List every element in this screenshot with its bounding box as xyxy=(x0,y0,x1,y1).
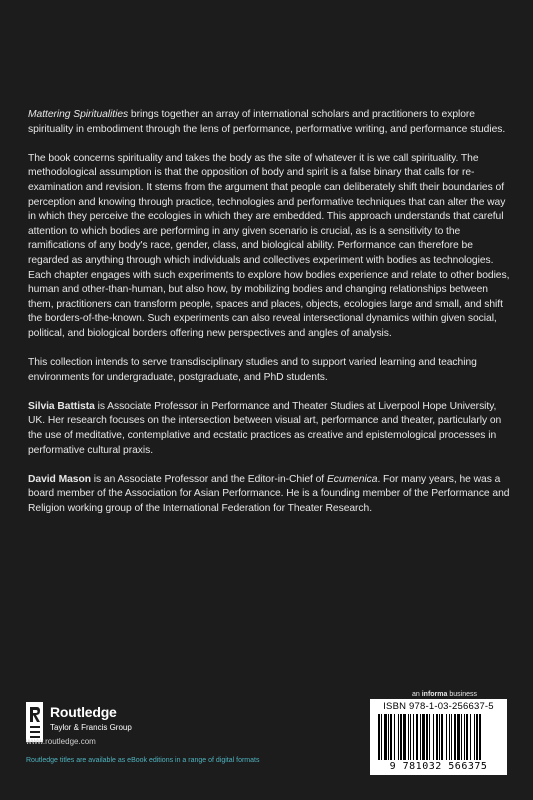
blurb-paragraph-2: The book concerns spirituality and takes the body as the site of whatever it is we call spirituality. The methodological assumption is that the opposition of body and spirit is a false binary that calls for re-examination and revision. It stems from the argument that people can deliberately shift their boundaries of perception and knowing through practice, technologies and performative techniques that can alter the way in which they perceive the ecologies in which they are embedded. This approach understands that careful attention to which bodies are performing in any given scenario is crucial, as is a sensitivity to the ramifications of any body's race, gender, class, and biological ability. Performance can therefore be regarded as anything through which individuals and collectives experiment with bodies as technologies. Each chapter engages with such experiments to explore how bodies experience and relate to other bodies, human and other-than-human, but also how, by mobilizing bodies and changing relationships between them, practitioners can transform people, spaces and places, objects, ecologies large and small, and shift the borders-of-the-known. Such experiments can also reveal intersectional dynamics within given social, political, and biological borders offering new perspectives and angles of analysis. xyxy=(28,152,510,339)
author-name: Silvia Battista xyxy=(28,400,95,412)
author-bio-1: Silvia Battista is Associate Professor in Performance and Theater Studies at Liverpool Hope University, UK. Her research focuses on the intersection between visual art, performance and theater, particularly on the use of meditative, contemplative and ecstatic practices as creative and epistemological processes in performative cultural praxis. xyxy=(28,400,502,456)
publisher-logo xyxy=(26,702,136,742)
back-cover-text xyxy=(28,108,514,531)
publisher-name: Routledge xyxy=(50,704,117,720)
barcode xyxy=(370,699,507,775)
barcode-digits: 9 781032 566375 xyxy=(370,761,507,772)
journal-title: Ecumenica xyxy=(326,473,378,485)
author-name: David Mason xyxy=(28,473,91,485)
author-bio-2: David Mason is an Associate Professor and the Editor-in-Chief of Ecumenica. For many years, he was a board member of the Association for Asian Performance. He is a founding member of the Performance and Religion working group of the International Federation for Theater Research. xyxy=(28,473,510,515)
blurb-paragraph-1: Mattering Spiritualities brings together an array of international scholars and practitioners to explore spirituality in embodiment through the lens of performance, performative writing, and performance studies. xyxy=(28,109,506,135)
book-title: Mattering Spiritualities xyxy=(28,109,129,120)
barcode-bars xyxy=(376,714,501,762)
ebook-note: Routledge titles are available as eBook editions in a range of digital formats xyxy=(26,757,260,764)
routledge-logo-mark-icon xyxy=(26,702,43,742)
publisher-url: www.routledge.com xyxy=(26,737,96,746)
publisher-group: Taylor & Francis Group xyxy=(50,723,132,732)
informa-tagline: an informa business xyxy=(412,691,477,698)
blurb-paragraph-3: This collection intends to serve transdisciplinary studies and to support varied learning and teaching environments for undergraduate, postgraduate, and PhD students. xyxy=(28,357,477,383)
isbn-text: ISBN 978-1-03-256637-5 xyxy=(383,701,494,712)
